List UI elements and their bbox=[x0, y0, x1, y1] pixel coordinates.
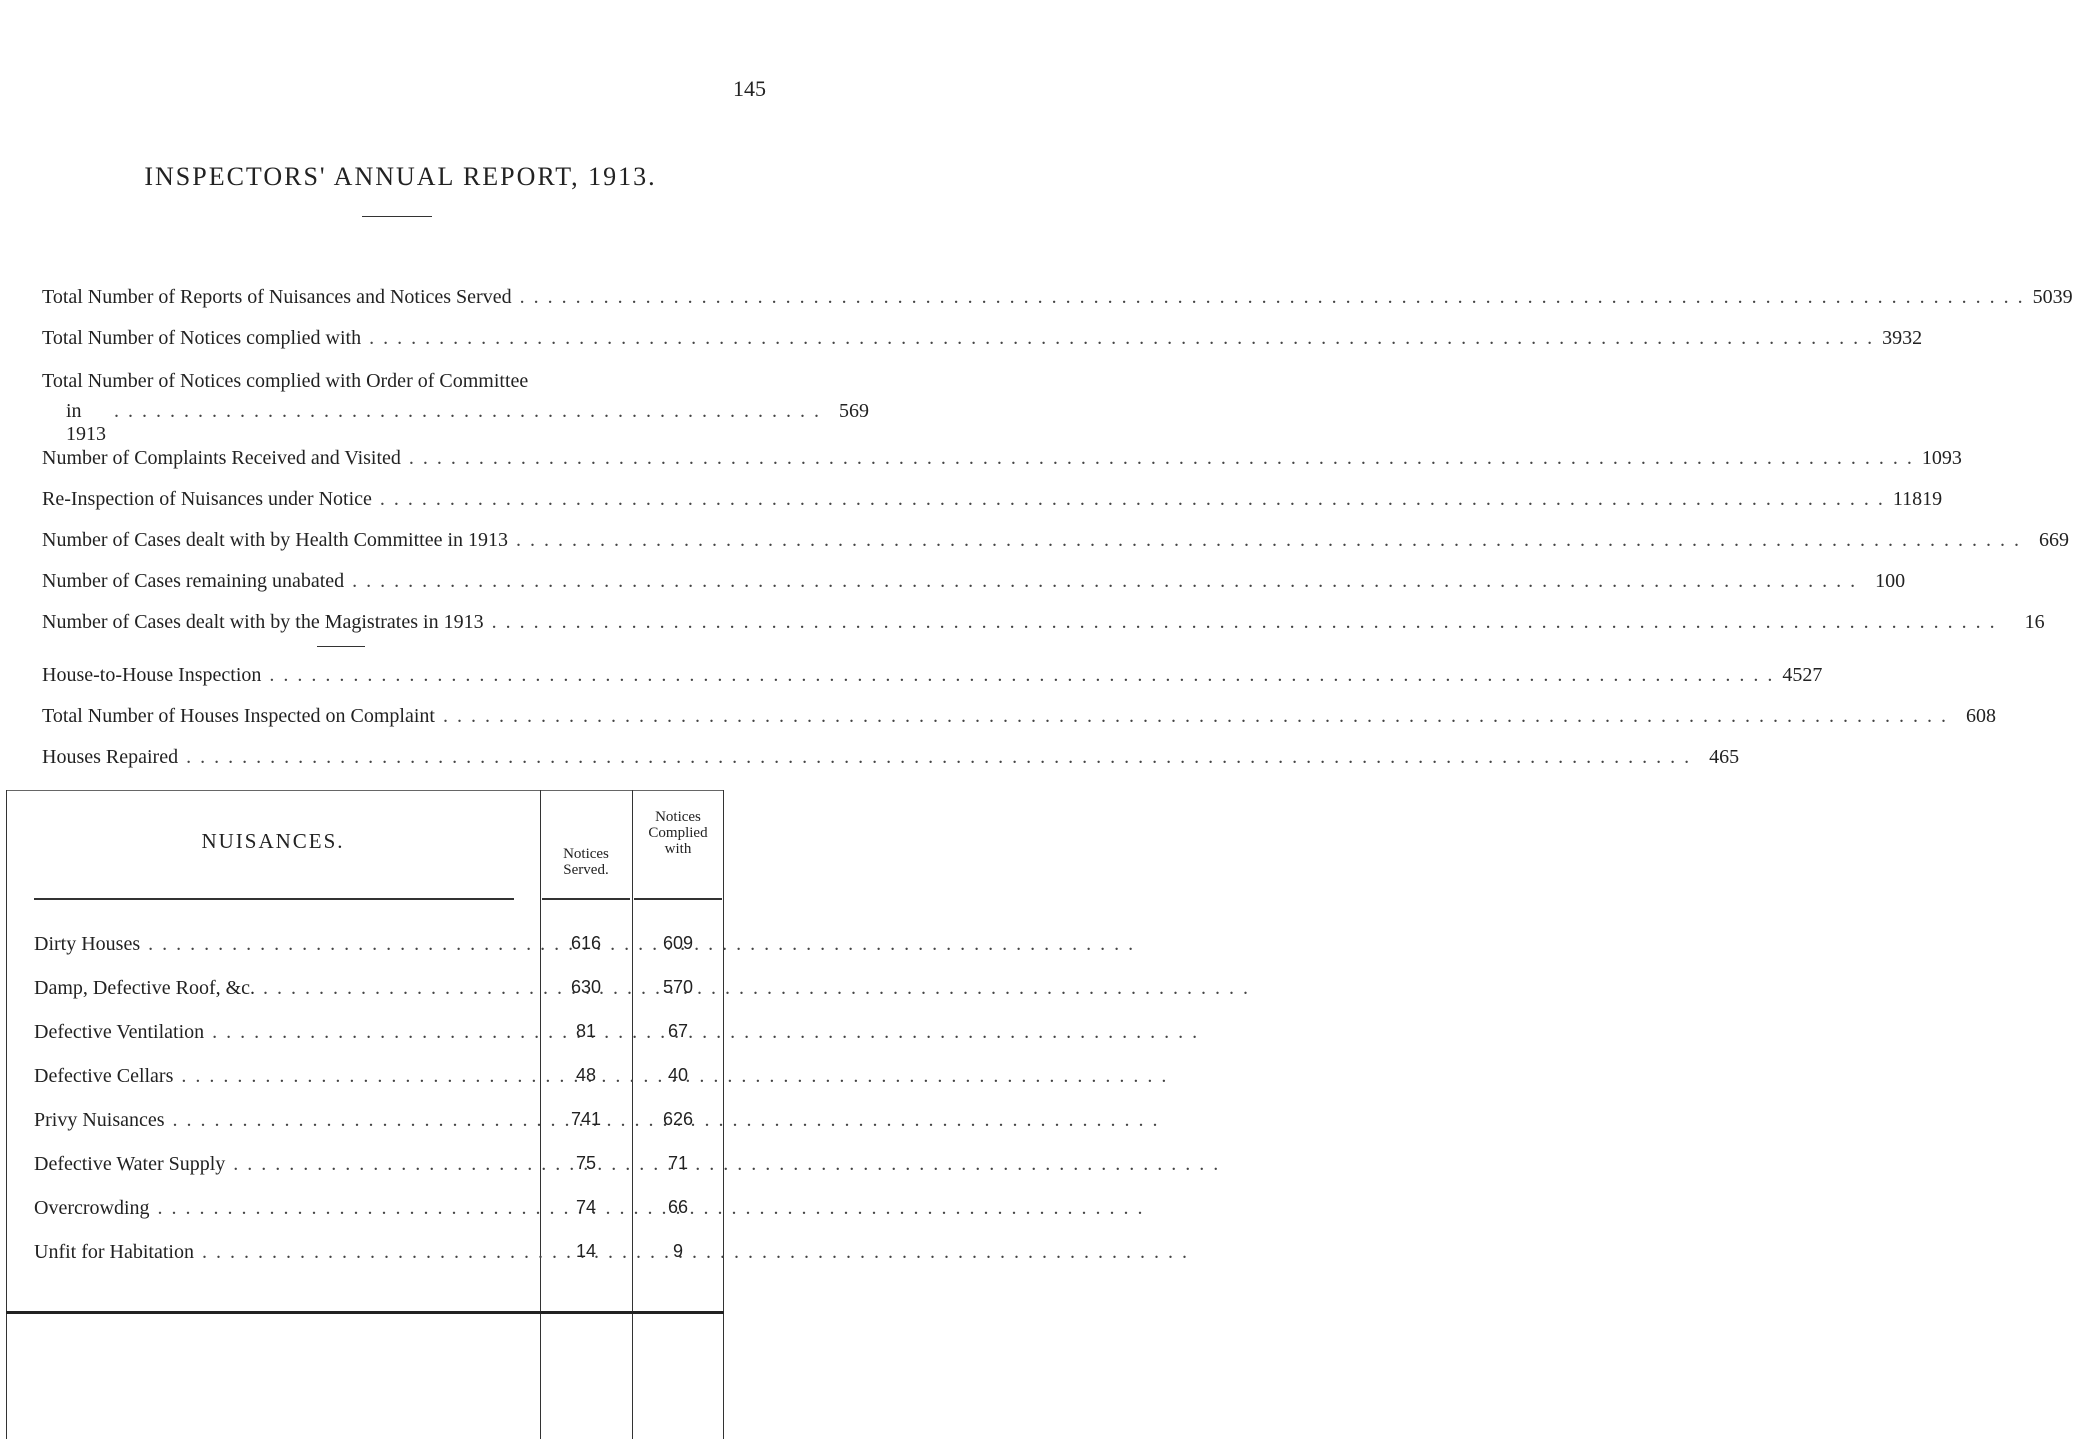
leader-dots bbox=[492, 611, 1997, 634]
summary-label: Total Number of Notices complied with Order of Committee bbox=[42, 370, 529, 392]
nuisances-table bbox=[6, 790, 724, 1420]
title-divider bbox=[362, 216, 432, 217]
houses-row bbox=[42, 746, 1740, 776]
summary-label: Number of Cases remaining unabated bbox=[42, 570, 345, 592]
houses-row bbox=[42, 664, 1823, 694]
leader-dots bbox=[233, 1153, 1220, 1176]
header-text: Notices bbox=[563, 846, 609, 862]
table-row bbox=[6, 1021, 724, 1051]
complied-value: 71 bbox=[667, 1153, 689, 1173]
leader-dots bbox=[409, 447, 1914, 470]
table-bottom-border bbox=[6, 1311, 724, 1314]
summary-value: 569 bbox=[839, 400, 869, 422]
summary-row bbox=[42, 570, 1906, 600]
page-number: 145 bbox=[733, 76, 766, 101]
nuisance-name: Privy Nuisances bbox=[34, 1109, 165, 1131]
houses-row bbox=[42, 705, 1996, 735]
summary-label: Number of Cases dealt with by the Magistrates in 1913 bbox=[42, 611, 484, 633]
leader-dots bbox=[520, 286, 2025, 309]
served-value: 81 bbox=[575, 1021, 597, 1041]
header-notices-served bbox=[540, 847, 632, 879]
header-nuisances: NUISANCES. bbox=[201, 829, 345, 853]
served-value: 630 bbox=[570, 977, 602, 997]
leader-dots bbox=[369, 327, 1874, 350]
houses-label: House-to-House Inspection bbox=[42, 664, 262, 686]
complied-value: 570 bbox=[662, 977, 694, 997]
served-value: 75 bbox=[575, 1153, 597, 1173]
summary-value: 100 bbox=[1875, 570, 1906, 592]
houses-value: 4527 bbox=[1782, 664, 1823, 686]
table-row bbox=[6, 977, 724, 1007]
report-title: INSPECTORS' ANNUAL REPORT, 1913. bbox=[144, 162, 657, 191]
header-underline bbox=[34, 898, 514, 900]
header-underline bbox=[542, 898, 630, 900]
summary-value: 16 bbox=[2024, 611, 2045, 633]
summary-label: Number of Cases dealt with by Health Committee in 1913 bbox=[42, 529, 509, 551]
table-row bbox=[6, 1241, 724, 1271]
leader-dots bbox=[516, 529, 2021, 552]
table-row bbox=[6, 1153, 724, 1183]
served-value: 48 bbox=[575, 1065, 597, 1085]
complied-value: 609 bbox=[662, 933, 694, 953]
summary-row bbox=[42, 447, 1962, 477]
table-top-border bbox=[6, 790, 724, 791]
table-row bbox=[6, 1197, 724, 1227]
complied-value: 626 bbox=[662, 1109, 694, 1129]
complied-value: 9 bbox=[672, 1241, 683, 1261]
header-text: with bbox=[664, 840, 692, 857]
summary-value: 3932 bbox=[1882, 327, 1923, 349]
table-row bbox=[6, 933, 724, 963]
nuisance-name: Damp, Defective Roof, &c. bbox=[34, 977, 256, 999]
complied-value: 40 bbox=[667, 1065, 689, 1085]
nuisance-name: Defective Water Supply bbox=[34, 1153, 226, 1175]
summary-label-continued: in 1913 bbox=[66, 400, 106, 445]
houses-value: 608 bbox=[1965, 705, 1996, 727]
summary-row bbox=[42, 327, 1923, 357]
header-text: Served. bbox=[563, 861, 609, 878]
served-value: 14 bbox=[575, 1241, 597, 1261]
served-value: 741 bbox=[570, 1109, 602, 1129]
table-row bbox=[6, 1065, 724, 1095]
leader-dots bbox=[186, 746, 1691, 769]
served-value: 616 bbox=[570, 933, 602, 953]
summary-value: 5039 bbox=[2032, 286, 2073, 308]
summary-row bbox=[42, 370, 869, 446]
nuisance-name: Overcrowding bbox=[34, 1197, 150, 1219]
complied-value: 67 bbox=[667, 1021, 689, 1041]
leader-dots bbox=[263, 977, 1250, 1000]
summary-label: Number of Complaints Received and Visited bbox=[42, 447, 401, 469]
summary-row bbox=[42, 611, 2045, 641]
header-text: Notices bbox=[655, 809, 701, 825]
leader-dots bbox=[443, 705, 1948, 728]
table-row bbox=[6, 1109, 724, 1139]
nuisance-name: Dirty Houses bbox=[34, 933, 141, 955]
header-text: Complied bbox=[648, 824, 708, 841]
leader-dots bbox=[380, 488, 1885, 511]
summary-value: 11819 bbox=[1892, 488, 1943, 510]
leader-dots bbox=[269, 664, 1774, 687]
nuisance-name: Unfit for Habitation bbox=[34, 1241, 194, 1263]
summary-label: Re-Inspection of Nuisances under Notice bbox=[42, 488, 372, 510]
header-notices-complied bbox=[632, 810, 724, 857]
complied-value: 66 bbox=[667, 1197, 689, 1217]
houses-label: Total Number of Houses Inspected on Complaint bbox=[42, 705, 435, 727]
houses-value: 465 bbox=[1709, 746, 1740, 768]
summary-row bbox=[42, 286, 2073, 316]
leader-dots bbox=[352, 570, 1857, 593]
header-underline bbox=[634, 898, 722, 900]
summary-label: Total Number of Notices complied with bbox=[42, 327, 362, 349]
summary-row bbox=[42, 488, 1943, 518]
served-value: 74 bbox=[575, 1197, 597, 1217]
summary-value: 669 bbox=[2039, 529, 2070, 551]
nuisance-name: Defective Cellars bbox=[34, 1065, 174, 1087]
houses-label: Houses Repaired bbox=[42, 746, 179, 768]
summary-row bbox=[42, 529, 2070, 559]
summary-label: Total Number of Reports of Nuisances and Notices Served bbox=[42, 286, 512, 308]
section-divider bbox=[317, 646, 365, 647]
summary-value: 1093 bbox=[1921, 447, 1962, 469]
leader-dots: . . . . . . . . . . . . . . . . . . . . . . . . . . . . . . . . . . . . . . . . . . . . . . . . . . . bbox=[114, 400, 821, 422]
nuisance-name: Defective Ventilation bbox=[34, 1021, 205, 1043]
